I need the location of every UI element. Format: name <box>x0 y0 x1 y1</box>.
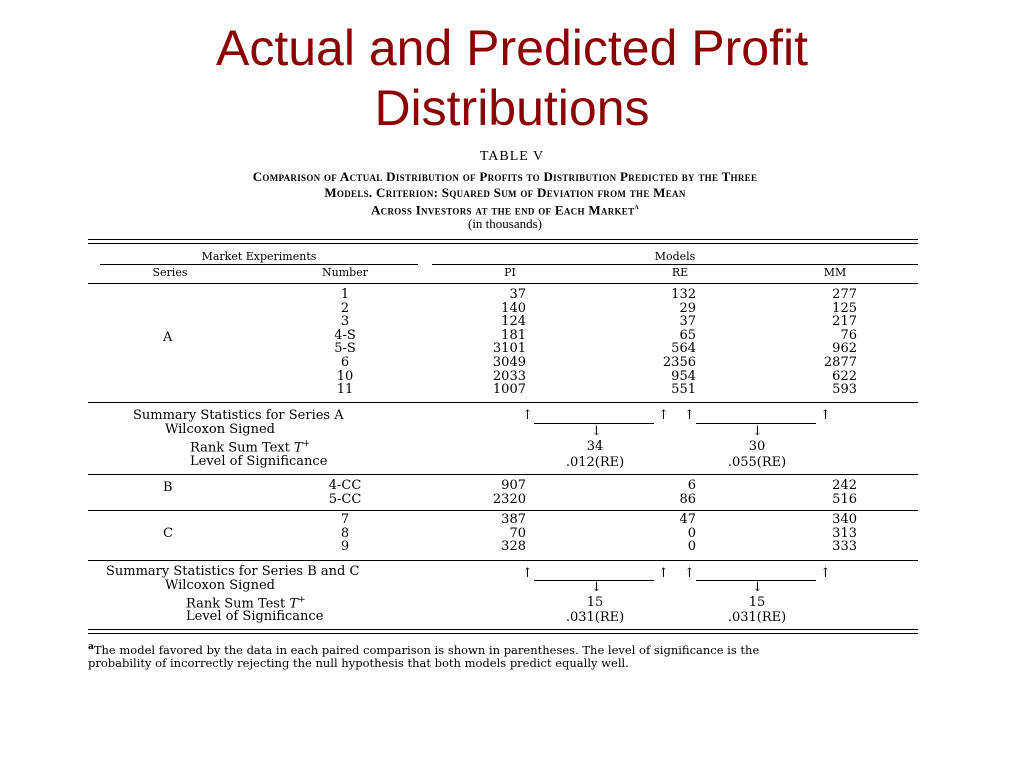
summary-bc-title: Summary Statistics for Series B and C <box>106 564 360 579</box>
summary-a-down-arrow-right: ↓ <box>752 424 763 439</box>
series_a-cell-mm: 593 <box>832 382 857 398</box>
series_a-cell-number: 2 <box>340 300 350 316</box>
table-caption-line-1: Comparison of Actual Distribution of Profits to Distribution Predicted by the Three <box>252 169 758 184</box>
series_a-cell-mm: 622 <box>832 368 857 384</box>
summary-a-up-arrow-pi: ↑ <box>522 408 533 423</box>
summary-a-up-arrow-mm: ↑ <box>820 408 831 423</box>
table-caption-line-2: Models. Criterion: Squared Sum of Deviation from the Mean <box>324 185 686 200</box>
series_b-cell-number: 5-CC <box>328 491 362 507</box>
summary-bc-up-arrow-mm: ↑ <box>820 566 831 581</box>
summary-a-rank-sum-text: Rank Sum Text <box>190 440 294 456</box>
series_c-cell-pi: 70 <box>509 525 526 541</box>
series_b-cell-pi: 2320 <box>492 491 526 507</box>
summary-a-significance-label: Level of Significance <box>190 454 328 469</box>
summary-a-t-sup: + <box>302 439 311 449</box>
series_c-cell-re: 47 <box>679 512 696 527</box>
summary-a-up-arrow-re-right: ↑ <box>684 408 695 423</box>
series_a-cell-pi: 37 <box>509 287 526 302</box>
series_b-cell-re: 6 <box>687 478 696 493</box>
col-header-pi: PI <box>504 266 516 279</box>
series_b-cell-pi: 907 <box>501 478 526 493</box>
series_c-cell-mm: 313 <box>832 525 857 541</box>
summary-a-up-arrow-re-left: ↑ <box>658 408 669 423</box>
series_b-cell-mm: 242 <box>832 478 857 493</box>
summary-bc-significance-label: Level of Significance <box>186 609 324 624</box>
header-group-rule-right <box>432 264 918 265</box>
series_c-cell-re: 0 <box>687 525 696 541</box>
series_a-cell-pi: 3101 <box>492 341 526 357</box>
series_a-cell-mm: 125 <box>832 300 857 316</box>
series_a-cell-re: 954 <box>671 368 696 384</box>
series_a-cell-re: 37 <box>679 314 696 330</box>
series_a-cell-re: 65 <box>679 327 696 343</box>
table-top-rule-1 <box>88 239 918 240</box>
series_a-cell-number: 3 <box>340 314 350 330</box>
caption-footnote-mark: a <box>634 201 640 211</box>
summary-bc-sig-right: .031(RE) <box>727 610 787 625</box>
series_b-cell-number: 4-CC <box>328 478 362 493</box>
series_a-cell-number: 1 <box>340 287 350 302</box>
series_a-cell-number: 11 <box>336 382 354 398</box>
series_a-cell-re: 2356 <box>662 355 696 370</box>
footnote-line-1 <box>88 641 922 657</box>
series_a-cell-number: 4-S <box>334 327 356 343</box>
series_a-cell-number: 10 <box>336 368 354 384</box>
summary-bc-down-arrow-right: ↓ <box>752 580 763 595</box>
series_c-cell-pi: 328 <box>501 539 526 555</box>
table-number: TABLE V <box>479 149 545 164</box>
header-bottom-rule <box>88 283 918 284</box>
summary-bc-up-arrow-re-left: ↑ <box>658 566 669 581</box>
series_b-cell-mm: 516 <box>832 491 857 507</box>
series_a-cell-mm: 76 <box>840 327 857 343</box>
footnote-line-2: probability of incorrectly rejecting the null hypothesis that both models predict equally well. <box>88 655 629 670</box>
series_a-cell-re: 551 <box>671 382 696 398</box>
series_c-cell-number: 8 <box>340 525 350 541</box>
summary-bc-t-sup: + <box>298 595 306 605</box>
col-header-series: Series <box>152 266 188 279</box>
rule-after-series-c <box>88 560 918 561</box>
series-a-label: A <box>163 330 173 345</box>
rule-after-summary-a <box>88 474 918 475</box>
col-header-re: RE <box>671 266 689 279</box>
header-market-experiments: Market Experiments <box>201 250 317 263</box>
series_c-cell-mm: 340 <box>832 512 857 527</box>
col-header-mm: MM <box>823 266 847 279</box>
table-footnote <box>88 641 922 670</box>
summary-bc-down-arrow-left: ↓ <box>591 580 602 595</box>
series_a-cell-pi: 140 <box>501 300 526 316</box>
series_a-cell-pi: 1007 <box>492 382 526 398</box>
series_a-cell-mm: 217 <box>832 314 857 330</box>
header-group-rule-left <box>100 264 418 265</box>
series_a-cell-pi: 2033 <box>492 368 526 384</box>
series_c-cell-number: 7 <box>340 512 350 527</box>
summary-bc-up-arrow-pi: ↑ <box>522 566 533 581</box>
footnote-text-1: The model favored by the data in each paired comparison is shown in parentheses. The level of significance is the <box>93 642 760 657</box>
series_a-cell-re: 132 <box>671 287 696 302</box>
table-bottom-rule-1 <box>88 629 918 630</box>
summary-a-down-arrow-left: ↓ <box>591 424 602 439</box>
series_c-cell-re: 0 <box>687 539 696 555</box>
summary-a-sig-right: .055(RE) <box>727 455 787 470</box>
summary-a-sig-left: .012(RE) <box>565 455 625 470</box>
series_a-cell-mm: 962 <box>832 341 857 357</box>
summary-bc-stat-left: 15 <box>586 595 604 610</box>
slide-title <box>0 18 1024 138</box>
rule-after-series-a <box>88 402 918 403</box>
col-header-number: Number <box>322 266 368 279</box>
summary-a-t-symbol: T <box>294 440 303 456</box>
series_a-cell-pi: 124 <box>501 314 526 330</box>
slide-title-line-2: Distributions <box>374 80 650 136</box>
summary-bc-sig-left: .031(RE) <box>565 610 625 625</box>
summary-bc-t-symbol: T <box>289 596 299 612</box>
series_a-cell-mm: 277 <box>832 287 857 302</box>
series-b-label: B <box>163 480 173 495</box>
summary-bc-rank-sum-text: Rank Sum Test <box>186 596 290 612</box>
series-c-label: C <box>163 526 173 541</box>
summary-bc-stat-right: 15 <box>748 595 766 610</box>
summary-a-stat-right: 30 <box>748 439 766 454</box>
summary-a-rank-sum <box>190 438 310 455</box>
series_a-cell-re: 29 <box>679 300 696 316</box>
slide-title-line-1: Actual and Predicted Profit <box>216 20 808 76</box>
footnote-mark: a <box>88 642 94 652</box>
series_a-cell-number: 5-S <box>334 341 356 357</box>
series_c-cell-mm: 333 <box>832 539 857 555</box>
table-caption-line-3-text: Across Investors at the end of Each Market <box>370 202 635 218</box>
table-bottom-rule-2 <box>88 633 918 634</box>
series_a-cell-re: 564 <box>671 341 696 357</box>
summary-a-stat-left: 34 <box>586 439 604 454</box>
series_c-cell-number: 9 <box>340 539 350 555</box>
rule-after-series-b <box>88 510 918 511</box>
series_a-cell-pi: 3049 <box>492 355 526 370</box>
series_c-cell-pi: 387 <box>501 512 526 527</box>
series_b-cell-re: 86 <box>679 491 696 507</box>
summary-bc-up-arrow-re-right: ↑ <box>684 566 695 581</box>
table-caption-units: (in thousands) <box>467 216 543 231</box>
summary-a-title: Summary Statistics for Series A <box>133 408 344 423</box>
series_a-cell-pi: 181 <box>501 327 526 343</box>
summary-a-wilcoxon: Wilcoxon Signed <box>165 422 275 437</box>
series_a-cell-number: 6 <box>340 355 350 370</box>
summary-bc-wilcoxon: Wilcoxon Signed <box>165 578 275 593</box>
table-top-rule-2 <box>88 243 918 244</box>
header-models: Models <box>654 250 696 263</box>
series_a-cell-mm: 2877 <box>823 355 857 370</box>
